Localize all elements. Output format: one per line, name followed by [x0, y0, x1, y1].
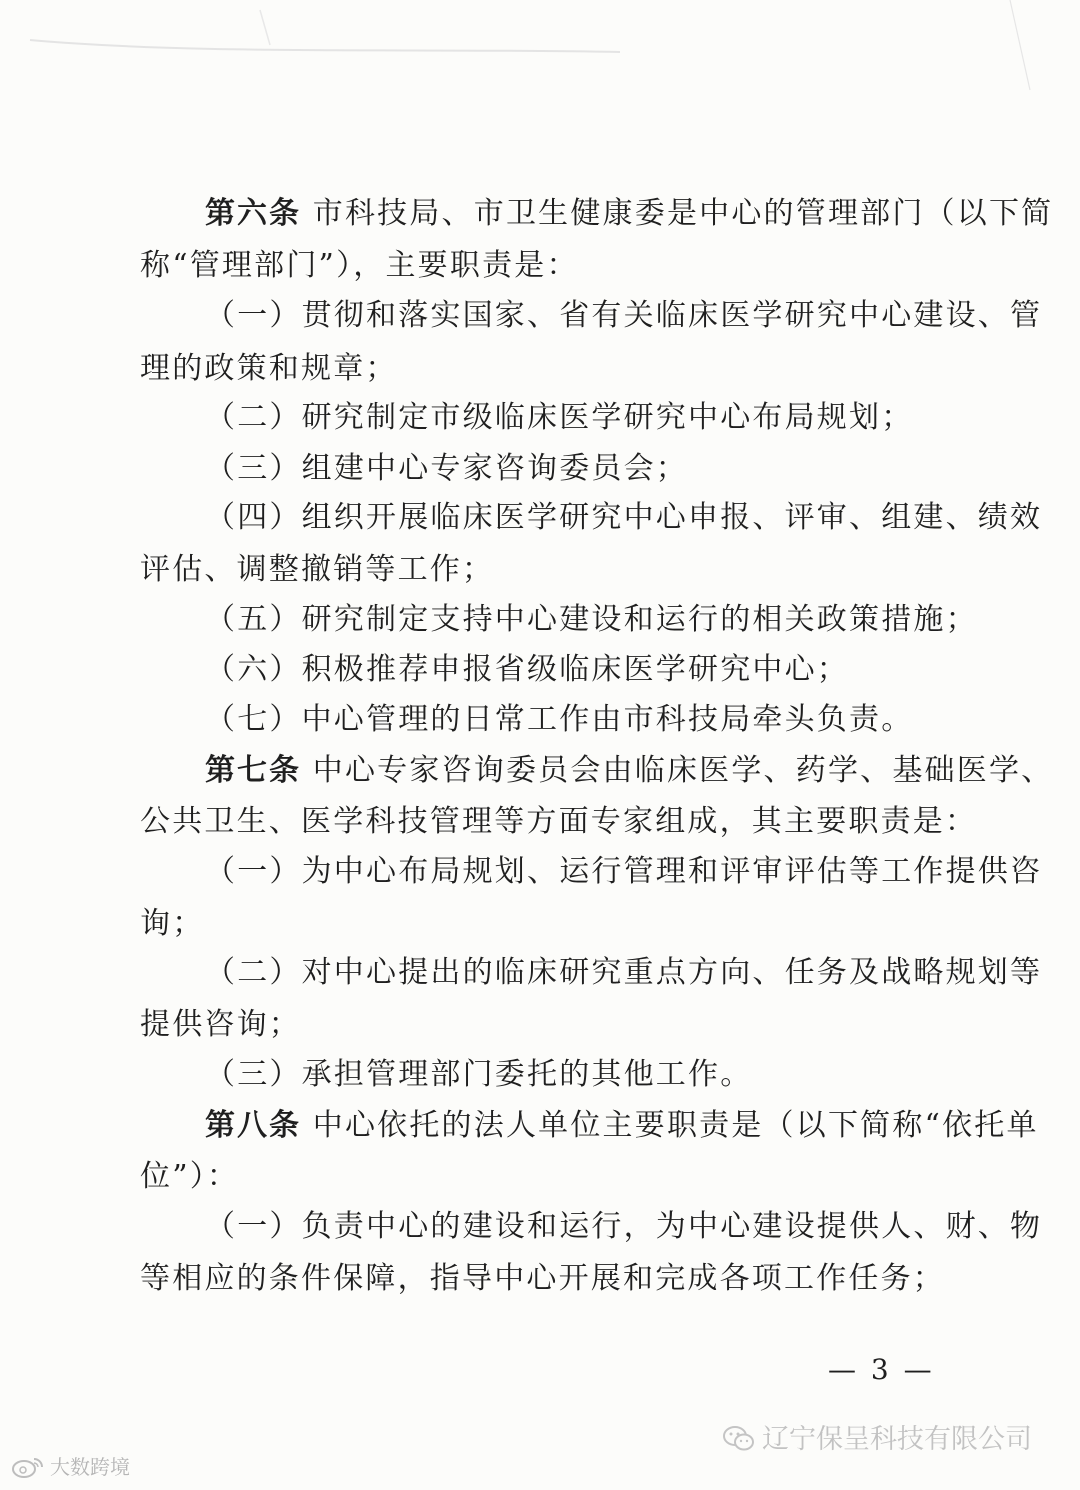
article-7-item-3: （三）承担管理部门委托的其他工作。 [205, 1057, 753, 1092]
article-7-line-1: 第七条 中心专家咨询委员会由临床医学、药学、基础医学、 [205, 753, 1054, 788]
article-6-item-4-line-1: （四）组织开展临床医学研究中心申报、评审、组建、绩效 [205, 500, 1043, 535]
article-7-item-1-line-1: （一）为中心布局规划、运行管理和评审评估等工作提供咨 [205, 854, 1043, 889]
article-6-item-6: （六）积极推荐申报省级临床医学研究中心； [205, 652, 849, 687]
article-8-line-2: 位”）： [140, 1159, 240, 1194]
article-6-line-2: 称“管理部门”），主要职责是： [140, 248, 579, 283]
weibo-icon [10, 1455, 46, 1479]
article-6-item-1-line-1: （一）贯彻和落实国家、省有关临床医学研究中心建设、管 [205, 298, 1043, 333]
article-6-item-7: （七）中心管理的日常工作由市科技局牵头负责。 [205, 702, 914, 737]
article-6-item-2: （二）研究制定市级临床医学研究中心布局规划； [205, 400, 914, 435]
article-8-item-1-line-1: （一）负责中心的建设和运行，为中心建设提供人、财、物 [205, 1209, 1043, 1244]
article-8-heading: 第八条 [205, 1108, 301, 1143]
watermark-company: 辽宁保呈科技有限公司 [762, 1424, 1032, 1455]
article-8-line-1: 第八条 中心依托的法人单位主要职责是（以下简称“依托单 [205, 1108, 1039, 1143]
article-7-item-2-line-1: （二）对中心提出的临床研究重点方向、任务及战略规划等 [205, 955, 1043, 990]
page-number: — 3 — [828, 1353, 935, 1386]
article-7-item-1-line-2: 询； [140, 906, 205, 941]
article-6-item-3: （三）组建中心专家咨询委员会； [205, 451, 688, 486]
article-6-line-1: 第六条 市科技局、市卫生健康委是中心的管理部门（以下简 [205, 196, 1054, 231]
article-7-line-2: 公共卫生、医学科技管理等方面专家组成，其主要职责是： [140, 804, 978, 839]
scan-marks [0, 0, 1080, 100]
article-7-item-2-line-2: 提供咨询； [140, 1007, 301, 1042]
watermark-source: 大数跨境 [50, 1455, 130, 1479]
article-7-heading: 第七条 [205, 753, 301, 788]
article-6-heading: 第六条 [205, 196, 301, 231]
article-6-item-1-line-2: 理的政策和规章； [140, 351, 398, 386]
article-6-item-4-line-2: 评估、调整撤销等工作； [140, 552, 495, 587]
article-8-item-1-line-2: 等相应的条件保障，指导中心开展和完成各项工作任务； [140, 1261, 945, 1296]
article-6-item-5: （五）研究制定支持中心建设和运行的相关政策措施； [205, 602, 978, 637]
wechat-icon [722, 1424, 756, 1454]
